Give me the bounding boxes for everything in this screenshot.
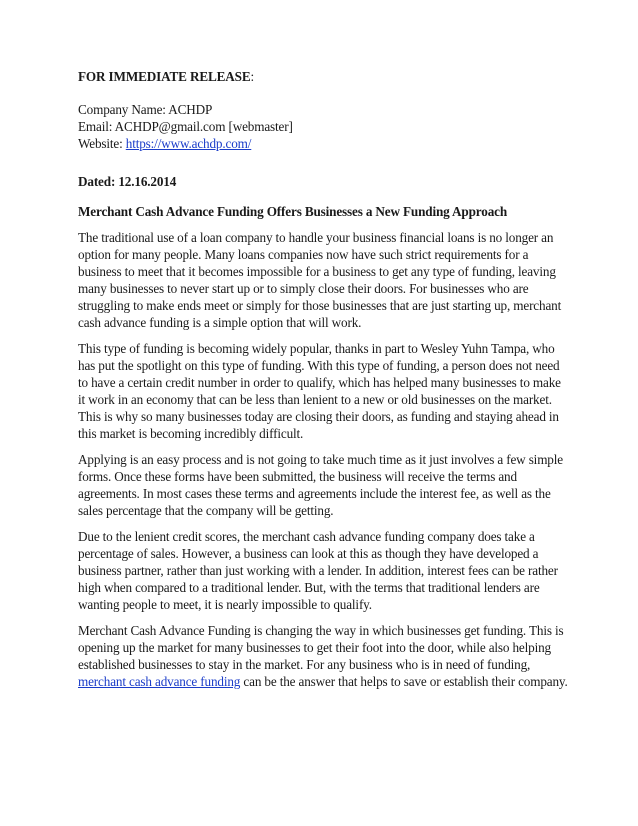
company-name: Company Name: ACHDP	[78, 102, 213, 117]
release-label: FOR IMMEDIATE RELEASE	[78, 69, 251, 84]
merchant-cash-advance-link[interactable]: merchant cash advance funding	[78, 674, 241, 689]
release-colon: :	[250, 69, 254, 84]
paragraph-5	[78, 622, 568, 690]
company-info	[78, 101, 568, 152]
company-email: Email: ACHDP@gmail.com [webmaster]	[78, 119, 293, 134]
website-link[interactable]: https://www.achdp.com/	[125, 136, 252, 151]
paragraph-1: The traditional use of a loan company to handle your business financial loans is no longer an option for many people. Many loans companies now have such strict requirements for a business to meet that it becomes impossible for a business to get any type of funding, leaving many businesses to never start up or to simply close their doors. For businesses who are struggling to make ends meet or simply for those businesses that are just starting up, merchant cash advance funding is a simple option that will work.	[78, 230, 562, 330]
release-date: Dated: 12.16.2014	[78, 174, 177, 189]
paragraph-5-start: Merchant Cash Advance Funding is changing the way in which businesses get funding. This is opening up the market for many businesses to get their foot into the door, while also helping established businesses to stay in the market. For any business who is in need of funding,	[78, 623, 564, 672]
paragraph-3: Applying is an easy process and is not going to take much time as it just involves a few simple forms. Once these forms have been submitted, the business will receive the terms and agreements. In most cases these terms and agreements include the interest fee, as well as the sales percentage that the company will be getting.	[78, 452, 563, 518]
release-line	[78, 68, 568, 85]
paragraph-2: This type of funding is becoming widely popular, thanks in part to Wesley Yuhn Tampa, who has put the spotlight on this type of funding. With this type of funding, a person does not need to have a certain credit number in order to qualify, which has helped many businesses to make it work in an economy that can be less than lenient to a new or old businesses on the market. This is why so many businesses today are closing their doors, as funding and staying ahead in this market is becoming incredibly difficult.	[78, 341, 561, 441]
paragraph-5-end: can be the answer that helps to save or establish their company.	[240, 674, 568, 689]
headline: Merchant Cash Advance Funding Offers Businesses a New Funding Approach	[78, 204, 508, 219]
press-release-page	[78, 68, 568, 699]
company-website	[78, 135, 568, 152]
website-label: Website:	[78, 136, 126, 151]
paragraph-4: Due to the lenient credit scores, the merchant cash advance funding company does take a percentage of sales. However, a business can look at this as though they have developed a business partner, rather than just working with a lender. In addition, interest fees can be rather high when compared to a traditional lender. But, with the terms that traditional lenders are wanting people to meet, it is nearly impossible to qualify.	[78, 529, 558, 612]
